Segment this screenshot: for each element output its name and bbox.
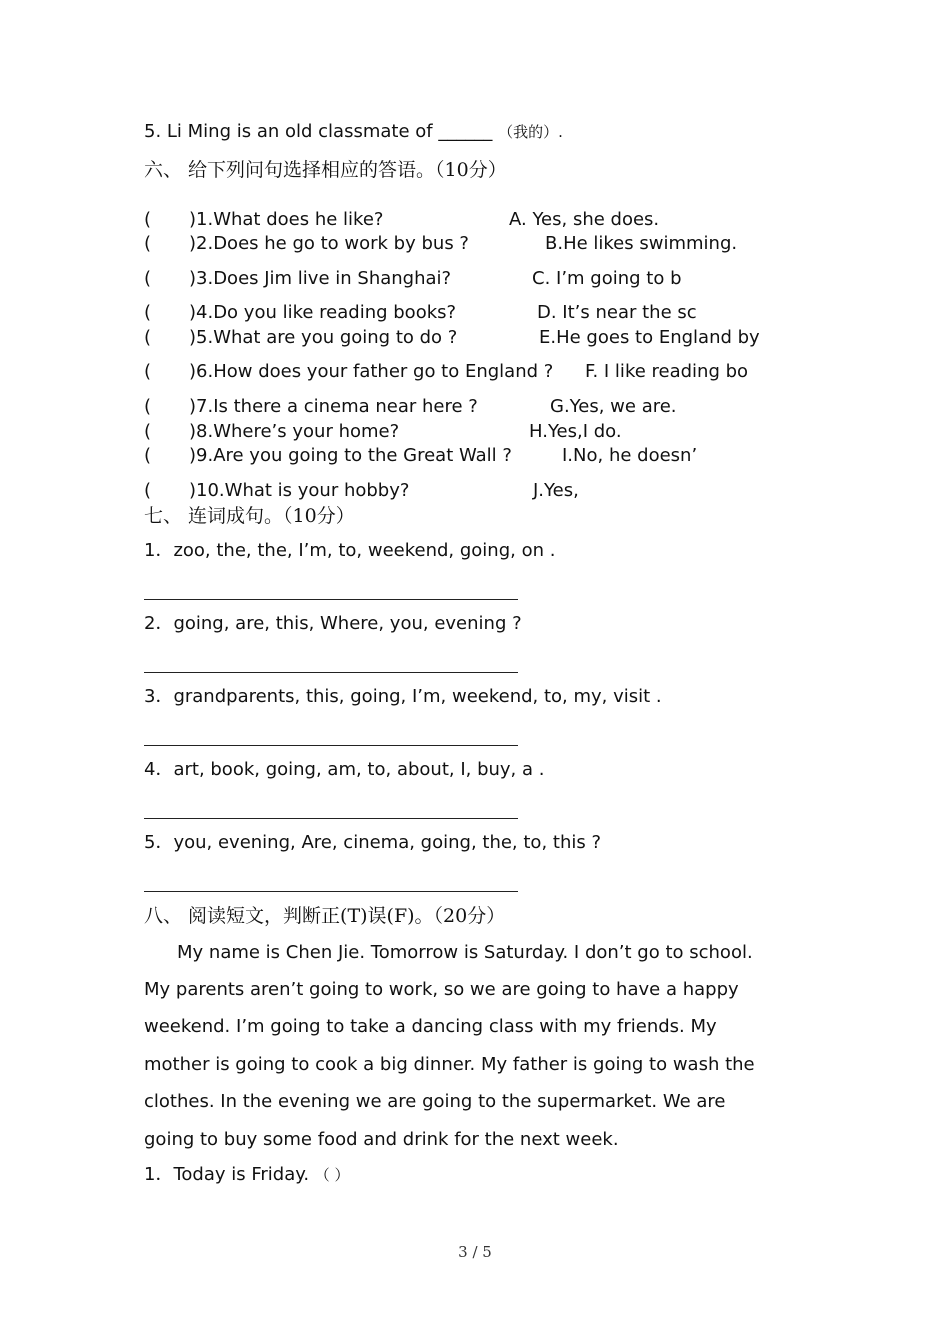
question-text: )1.What does he like? [189,209,384,230]
answer-line [144,599,518,600]
question-text: )9.Are you going to the Great Wall ? [189,445,512,466]
answer-option: H.Yes,I do. [529,421,622,442]
sentence-ordering-item: 1．zoo, the, the, I’m, to, weekend, going, on . [144,540,556,561]
sentence-ordering-item: 5．you, evening, Are, cinema, going, the, to, this ? [144,832,602,853]
section-6-heading: 六、 给下列问句选择相应的答语。（10分） [144,159,507,181]
question-text: 1．Today is Friday. [144,1164,310,1185]
answer-paren: （ ） [314,1166,350,1184]
sentence-ordering-item: 3．grandparents, this, going, I’m, weekend, to, my, visit . [144,686,662,707]
question-text: )4.Do you like reading books? [189,302,457,323]
answer-option: F. I like reading bo [585,361,749,382]
answer-paren: ( [144,268,152,289]
answer-option: B.He likes swimming. [545,233,738,254]
answer-paren: ( [144,209,152,230]
passage-line: weekend. I’m going to take a dancing class with my friends. My [144,1016,717,1037]
question-text: )5.What are you going to do ? [189,327,458,348]
sentence-ordering-item: 2．going, are, this, Where, you, evening ? [144,613,522,634]
answer-paren: ( [144,480,152,501]
answer-paren: ( [144,302,152,323]
answer-paren: ( [144,421,152,442]
sentence-ordering-item: 4．art, book, going, am, to, about, I, buy, a . [144,759,545,780]
answer-paren: ( [144,445,152,466]
passage-line: My parents aren’t going to work, so we are going to have a happy [144,979,739,1000]
answer-line [144,672,518,673]
answer-option: D. It’s near the sc [537,302,697,323]
section-8-heading: 八、 阅读短文，判断正(T)误(F)。（20分） [144,905,506,927]
passage-line: My name is Chen Jie. Tomorrow is Saturday. I don’t go to school. [177,942,753,963]
answer-option: E.He goes to England by [539,327,760,348]
question-text: )3.Does Jim live in Shanghai? [189,268,452,289]
question-text: )10.What is your hobby? [189,480,410,501]
chinese-hint: （我的）. [498,123,563,141]
answer-option: C. I’m going to b [532,268,682,289]
answer-option: A. Yes, she does. [509,209,660,230]
answer-paren: ( [144,233,152,254]
answer-option: J.Yes, [533,480,579,501]
answer-paren: ( [144,361,152,382]
answer-option: I.No, he doesn’ [562,445,698,466]
judge-question-1 [144,1164,350,1186]
answer-paren: ( [144,327,152,348]
answer-option: G.Yes, we are. [550,396,677,417]
answer-line [144,818,518,819]
fill-blank-question-5 [144,121,563,143]
question-text: )7.Is there a cinema near here ? [189,396,478,417]
answer-line [144,745,518,746]
passage-line: going to buy some food and drink for the next week. [144,1129,619,1150]
answer-line [144,891,518,892]
question-text: )6.How does your father go to England ? [189,361,554,382]
question-text: )8.Where’s your home? [189,421,400,442]
answer-paren: ( [144,396,152,417]
passage-line: mother is going to cook a big dinner. My father is going to wash the [144,1054,755,1075]
section-7-heading: 七、 连词成句。（10分） [144,505,355,527]
question-text: 5. Li Ming is an old classmate of ______ [144,121,499,142]
passage-line: clothes. In the evening we are going to the supermarket. We are [144,1091,726,1112]
question-text: )2.Does he go to work by bus ? [189,233,469,254]
page-number: 3 / 5 [458,1243,492,1261]
